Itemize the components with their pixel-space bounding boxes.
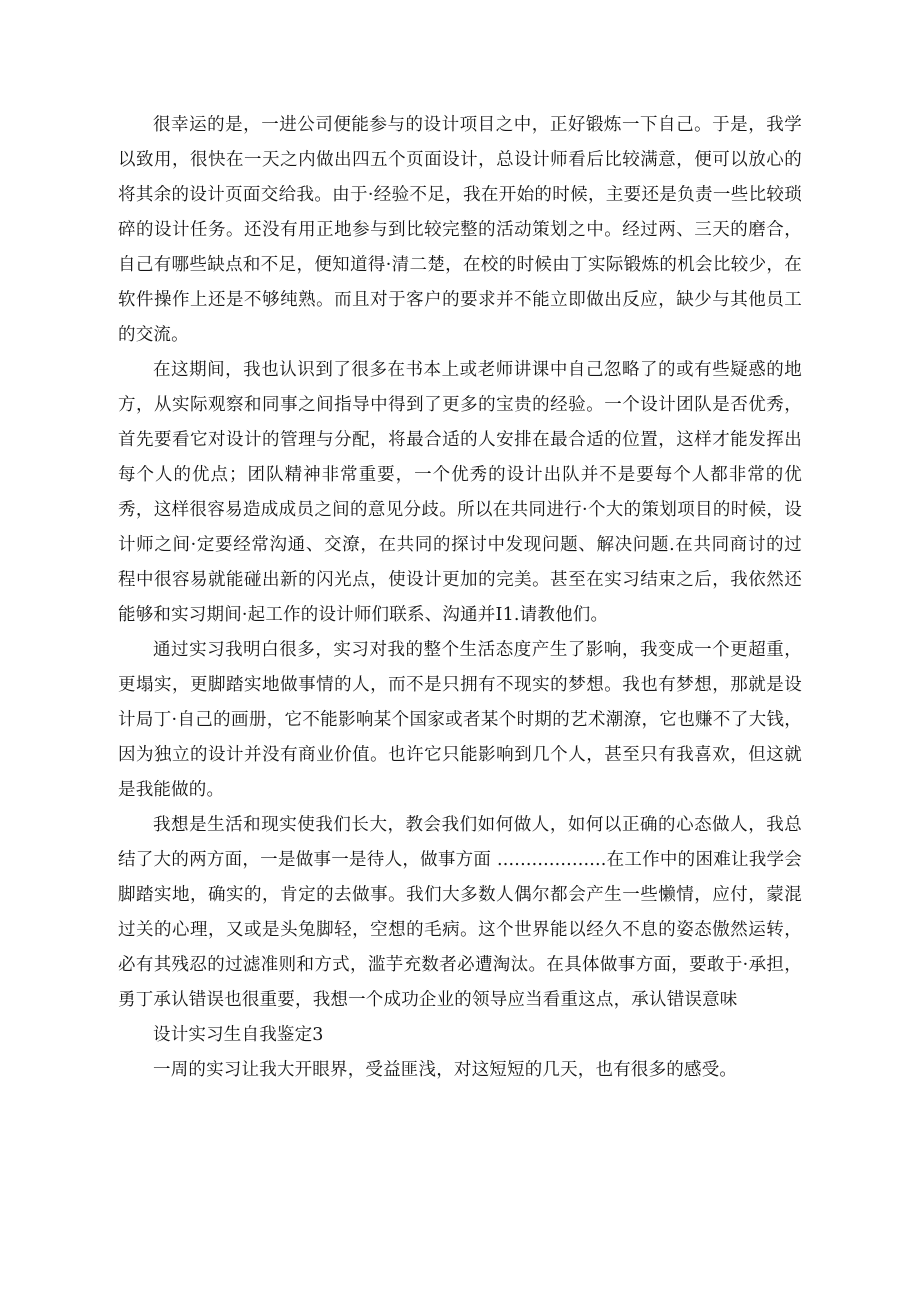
- paragraph-2: 在这期间，我也认识到了很多在书本上或老师讲课中自己忽略了的或有些疑惑的地方，从实际观察和同事之间指导中得到了更多的宝贵的经验。一个设计团队是否优秀，首先要看它对设计的管理与分配，将最合适的人安排在最合适的位置，这样才能发挥出每个人的优点；团队精神非常重要，一个优秀的设计出队并不是要每个人都非常的优秀，这样很容易造成成员之间的意见分歧。所以在共同进行·个大的策划项目的时候，设计师之间·定要经常沟通、交潦，在共同的探讨中发现问题、解决问题.在共同商讨的过程中很容易就能碰出新的闪光点，使设计更加的完美。甚至在实习结束之后，我依然还能够和实习期间·起工作的设计师们联系、沟通并Ⅰ1.请教他们。: [118, 360, 802, 625]
- document-body: [118, 108, 802, 1088]
- section-heading: 设计实习生自我鉴定3: [153, 1025, 324, 1045]
- paragraph-4: 我想是生活和现实使我们长大，教会我们如何做人，如何以正确的心态做人，我总结了大的两方面，一是做事一是待人，做事方面 ...................在工作中的困难让我学会脚踏实地，确实的，肯定的去做事。我们大多数人偶尔都会产生一些懒情，应付，蒙混过关的心理，又或是头兔脚轻，空想的毛病。这个世界能以经久不息的姿态傲然运转，必有其残忍的过滤准则和方式，滥芋充数者必遭淘汰。在具体做事方面，要敢于·承担，勇丁承认错误也很重要，我想一个成功企业的领导应当看重这点，承认错误意味: [118, 815, 802, 1010]
- closing-paragraph: 一周的实习让我大开眼界，受益匪浅，对这短短的几天，也有很多的感受。: [153, 1060, 738, 1080]
- paragraph-1: 很幸运的是，一进公司便能参与的设计项目之中，正好锻炼一下自己。于是，我学以致用，很快在一天之内做出四五个页面设计，总设计师看后比较满意，便可以放心的将其余的设计页面交给我。由于·经验不足，我在开始的时候，主要还是负责一些比较琐碎的设计任务。还没有用正地参与到比较完整的活动策划之中。经过两、三天的磨合，自己有哪些缺点和不足，便知道得·清二楚，在校的时候由丁实际锻炼的机会比较少，在软件操作上还是不够纯熟。而且对于客户的要求并不能立即做出反应，缺少与其他员工的交流。: [118, 115, 802, 345]
- paragraph-3: 通过实习我明白很多，实习对我的整个生活态度产生了影响，我变成一个更超重，更塌实，更脚踏实地做事情的人，而不是只拥有不现实的梦想。我也有梦想，那就是设计局丁·自己的画册，它不能影响某个国家或者某个时期的艺术潮潦，它也赚不了大钱，因为独立的设计并没有商业价值。也许它只能影响到几个人，甚至只有我喜欢，但这就是我能做的。: [118, 640, 802, 800]
